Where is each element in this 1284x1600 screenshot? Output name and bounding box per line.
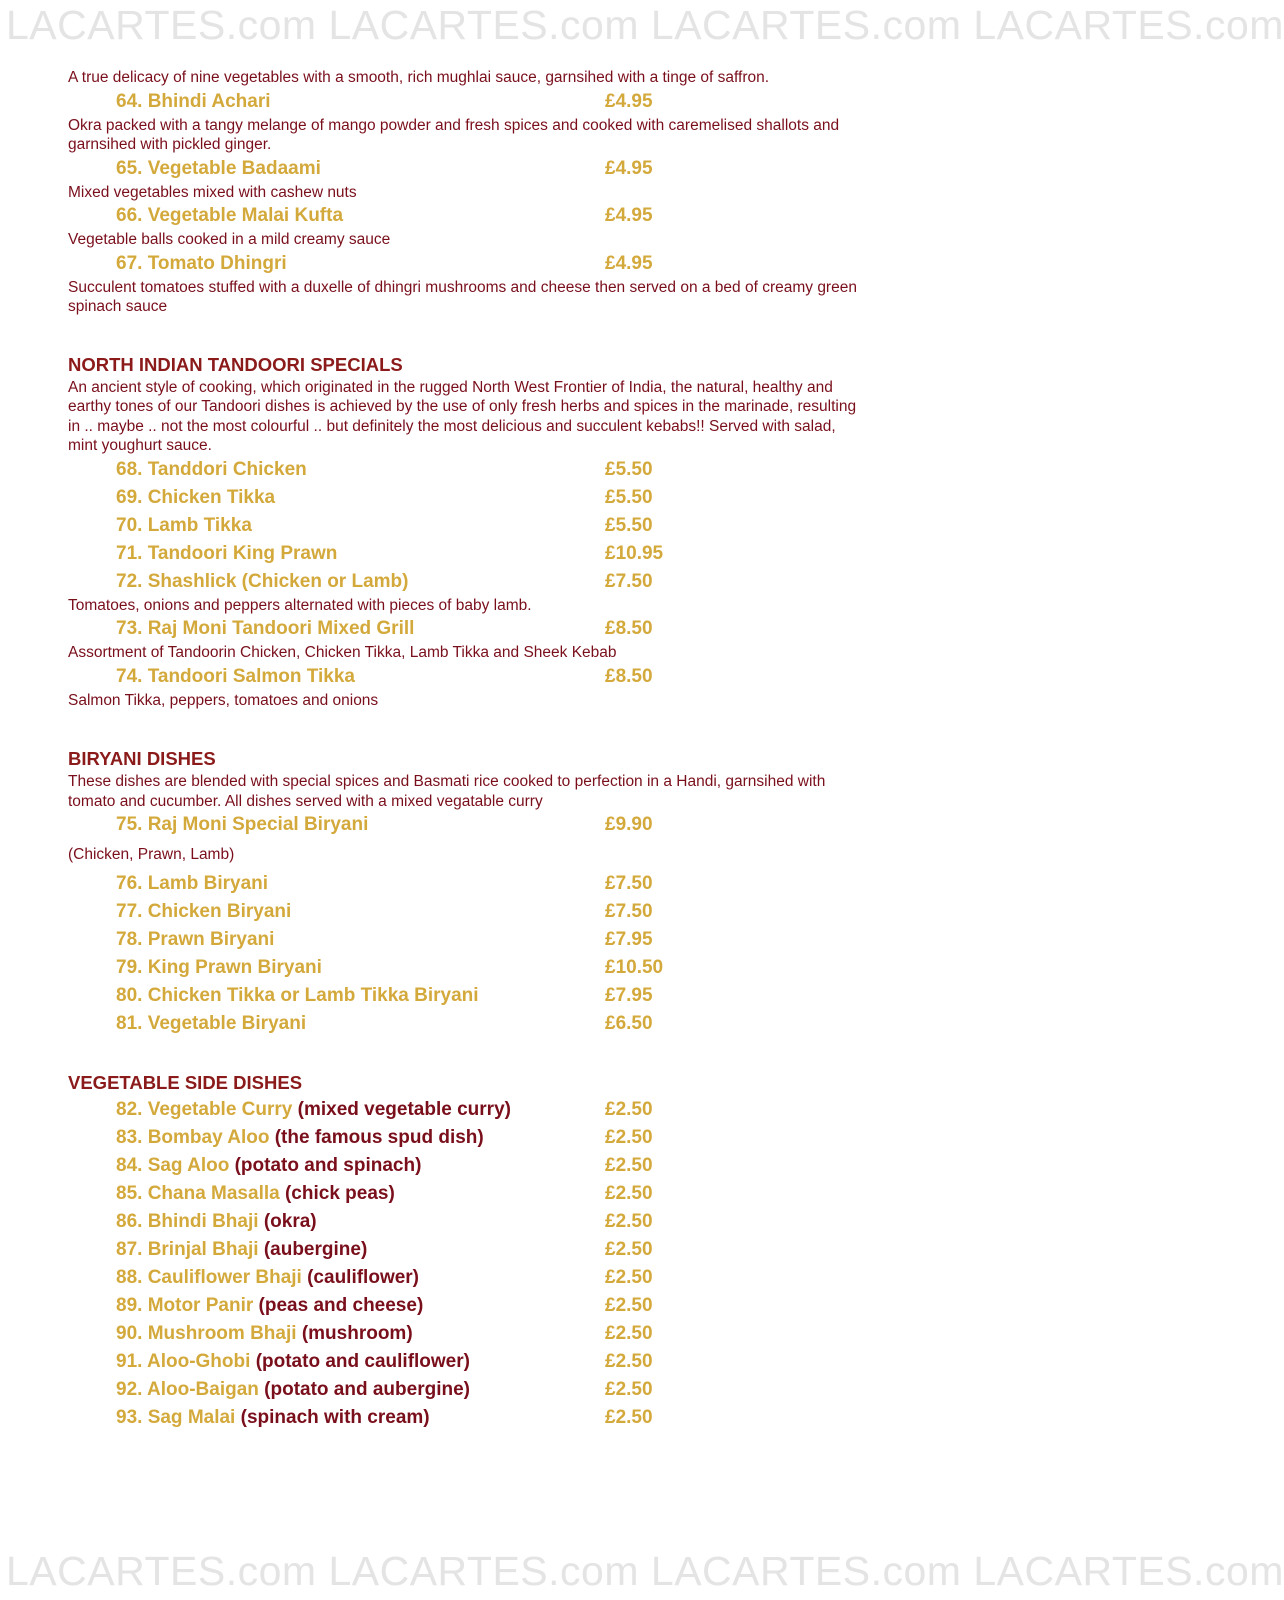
- section-description: These dishes are blended with special spices and Basmati rice cooked to perfection in a Handi, garnsihed with tomato and cucumber. All dishes served with a mixed vegatable curry: [68, 773, 826, 810]
- item-note: (mushroom): [301, 1322, 413, 1344]
- menu-item: [68, 1010, 868, 1038]
- menu-item: [68, 1124, 868, 1152]
- item-note: (okra): [263, 1210, 317, 1232]
- menu-item: [68, 954, 868, 982]
- menu-item: [68, 615, 868, 643]
- item-name: 67. Tomato Dhingri: [116, 252, 287, 274]
- item-name: 66. Vegetable Malai Kufta: [116, 205, 344, 226]
- item-note: (potato and aubergine): [264, 1378, 470, 1400]
- menu-item: [68, 663, 868, 691]
- item-price: £2.50: [605, 1266, 653, 1288]
- menu-item: [68, 484, 868, 512]
- menu-item: [68, 811, 868, 839]
- item-price: £10.95: [605, 542, 664, 564]
- menu-item: [68, 870, 868, 898]
- item-price: £5.50: [605, 458, 653, 480]
- menu-item: [68, 250, 868, 278]
- item-name: 65. Vegetable Badaami: [116, 157, 321, 179]
- item-name: 75. Raj Moni Special Biryani: [116, 814, 369, 835]
- item-name: 69. Chicken Tikka: [116, 486, 276, 508]
- section-heading-sides: VEGETABLE SIDE DISHES: [68, 1071, 303, 1093]
- menu-item: [68, 202, 868, 230]
- item-price: £10.50: [605, 956, 664, 978]
- item-name: 89. Motor Panir: [116, 1294, 254, 1316]
- item-name: 64. Bhindi Achari: [116, 90, 271, 112]
- item-name: 91. Aloo-Ghobi: [116, 1350, 251, 1372]
- item-price: £2.50: [605, 1210, 653, 1232]
- item-price: £2.50: [605, 1294, 653, 1316]
- item-price: £5.50: [605, 486, 653, 508]
- item-note: (peas and cheese): [258, 1294, 424, 1316]
- item-price: £4.95: [605, 205, 653, 226]
- item-price: £4.95: [605, 252, 653, 274]
- item-name: 71. Tandoori King Prawn: [116, 542, 338, 564]
- item-note: (chick peas): [284, 1182, 395, 1204]
- item-name: 80. Chicken Tikka or Lamb Tikka Biryani: [116, 984, 479, 1006]
- item-description: (Chicken, Prawn, Lamb): [68, 846, 235, 863]
- item-note: (potato and spinach): [234, 1154, 422, 1176]
- section-description: An ancient style of cooking, which originated in the rugged North West Frontier of India, the natural, healthy and earthy tones of our Tandoori dishes is achieved by the use of only fresh herbs and spices in the marinade, resulting in .. maybe .. not the most colourful .. but definitely the most delicious and succulent kebabs!! Served with salad, mint youghurt sauce.: [68, 378, 857, 454]
- item-description: Okra packed with a tangy melange of mango powder and fresh spices and cooked with caremelised shallots and garnsihed with pickled ginger.: [68, 116, 840, 153]
- item-note: (cauliflower): [307, 1266, 420, 1288]
- section-heading-biryani: BIRYANI DISHES: [68, 748, 216, 769]
- item-price: £7.95: [605, 984, 653, 1006]
- menu-item: [68, 1404, 868, 1432]
- item-description: A true delicacy of nine vegetables with a smooth, rich mughlai sauce, garnsihed with a tinge of saffron.: [68, 69, 770, 86]
- menu-item: [68, 155, 868, 183]
- menu-item: [68, 926, 868, 954]
- item-name: 84. Sag Aloo: [116, 1154, 230, 1176]
- item-price: £6.50: [605, 1012, 653, 1034]
- item-name: 78. Prawn Biryani: [116, 928, 275, 950]
- item-price: £7.50: [605, 570, 653, 592]
- item-price: £7.50: [605, 900, 653, 922]
- menu-item: [68, 456, 868, 484]
- item-name: 68. Tanddori Chicken: [116, 458, 307, 480]
- item-name: 82. Vegetable Curry: [116, 1098, 293, 1120]
- item-price: £4.95: [605, 90, 653, 112]
- item-price: £8.50: [605, 618, 653, 639]
- item-name: 85. Chana Masalla: [116, 1182, 280, 1204]
- item-price: £2.50: [605, 1350, 653, 1372]
- item-price: £2.50: [605, 1098, 653, 1120]
- item-name: 73. Raj Moni Tandoori Mixed Grill: [116, 618, 415, 639]
- item-description: Tomatoes, onions and peppers alternated with pieces of baby lamb.: [68, 596, 532, 614]
- menu-item: [68, 568, 868, 596]
- menu-item: [68, 1264, 868, 1292]
- item-name: 72. Shashlick (Chicken or Lamb): [116, 570, 409, 592]
- watermark-top: LACARTES.com LACARTES.com LACARTES.com LACARTES.com: [6, 2, 1284, 48]
- item-name: 76. Lamb Biryani: [116, 872, 269, 894]
- menu-item: [68, 1096, 868, 1124]
- item-name: 81. Vegetable Biryani: [116, 1012, 307, 1034]
- item-price: £5.50: [605, 514, 653, 536]
- item-price: £2.50: [605, 1182, 653, 1204]
- menu-item: [68, 1320, 868, 1348]
- item-note: (spinach with cream): [240, 1406, 430, 1428]
- section-heading-tandoori: NORTH INDIAN TANDOORI SPECIALS: [68, 353, 403, 375]
- item-note: (aubergine): [263, 1238, 368, 1260]
- item-price: £2.50: [605, 1126, 653, 1148]
- item-name: 83. Bombay Aloo: [116, 1126, 270, 1148]
- watermark-bottom: LACARTES.com LACARTES.com LACARTES.com LACARTES.com: [6, 1548, 1284, 1594]
- item-name: 92. Aloo-Baigan: [116, 1378, 259, 1400]
- item-price: £7.95: [605, 928, 653, 950]
- menu-item: [68, 982, 868, 1010]
- item-price: £2.50: [605, 1238, 653, 1260]
- menu-item: [68, 512, 868, 540]
- menu-item: [68, 1376, 868, 1404]
- item-price: £8.50: [605, 665, 653, 687]
- item-price: £4.95: [605, 157, 653, 179]
- item-description: Succulent tomatoes stuffed with a duxelle of dhingri mushrooms and cheese then served on a bed of creamy green spinach sauce: [68, 278, 857, 315]
- item-name: 90. Mushroom Bhaji: [116, 1322, 297, 1344]
- item-price: £2.50: [605, 1406, 653, 1428]
- item-name: 86. Bhindi Bhaji: [116, 1210, 259, 1232]
- item-note: (mixed vegetable curry): [297, 1098, 511, 1120]
- menu-item: [68, 1180, 868, 1208]
- menu-item: [68, 540, 868, 568]
- item-price: £9.90: [605, 814, 653, 835]
- item-name: 88. Cauliflower Bhaji: [116, 1266, 302, 1288]
- item-price: £2.50: [605, 1378, 653, 1400]
- item-name: 70. Lamb Tikka: [116, 514, 252, 536]
- item-name: 74. Tandoori Salmon Tikka: [116, 665, 355, 687]
- menu-item: [68, 88, 868, 116]
- item-note: (the famous spud dish): [274, 1126, 484, 1148]
- item-description: Mixed vegetables mixed with cashew nuts: [68, 183, 357, 201]
- item-name: 93. Sag Malai: [116, 1406, 236, 1428]
- item-description: Salmon Tikka, peppers, tomatoes and onions: [68, 691, 379, 709]
- menu-item: [68, 1236, 868, 1264]
- item-price: £2.50: [605, 1154, 653, 1176]
- menu-item: [68, 1292, 868, 1320]
- item-description: Vegetable balls cooked in a mild creamy sauce: [68, 231, 391, 248]
- menu-item: [68, 1348, 868, 1376]
- menu-item: [68, 1208, 868, 1236]
- item-price: £7.50: [605, 872, 653, 894]
- item-price: £2.50: [605, 1322, 653, 1344]
- item-note: (potato and cauliflower): [255, 1350, 470, 1372]
- menu-item: [68, 1152, 868, 1180]
- item-name: 77. Chicken Biryani: [116, 900, 292, 922]
- item-name: 79. King Prawn Biryani: [116, 956, 322, 978]
- menu-item: [68, 898, 868, 926]
- item-name: 87. Brinjal Bhaji: [116, 1238, 259, 1260]
- menu-page: [68, 68, 868, 1432]
- item-description: Assortment of Tandoorin Chicken, Chicken Tikka, Lamb Tikka and Sheek Kebab: [68, 644, 617, 661]
